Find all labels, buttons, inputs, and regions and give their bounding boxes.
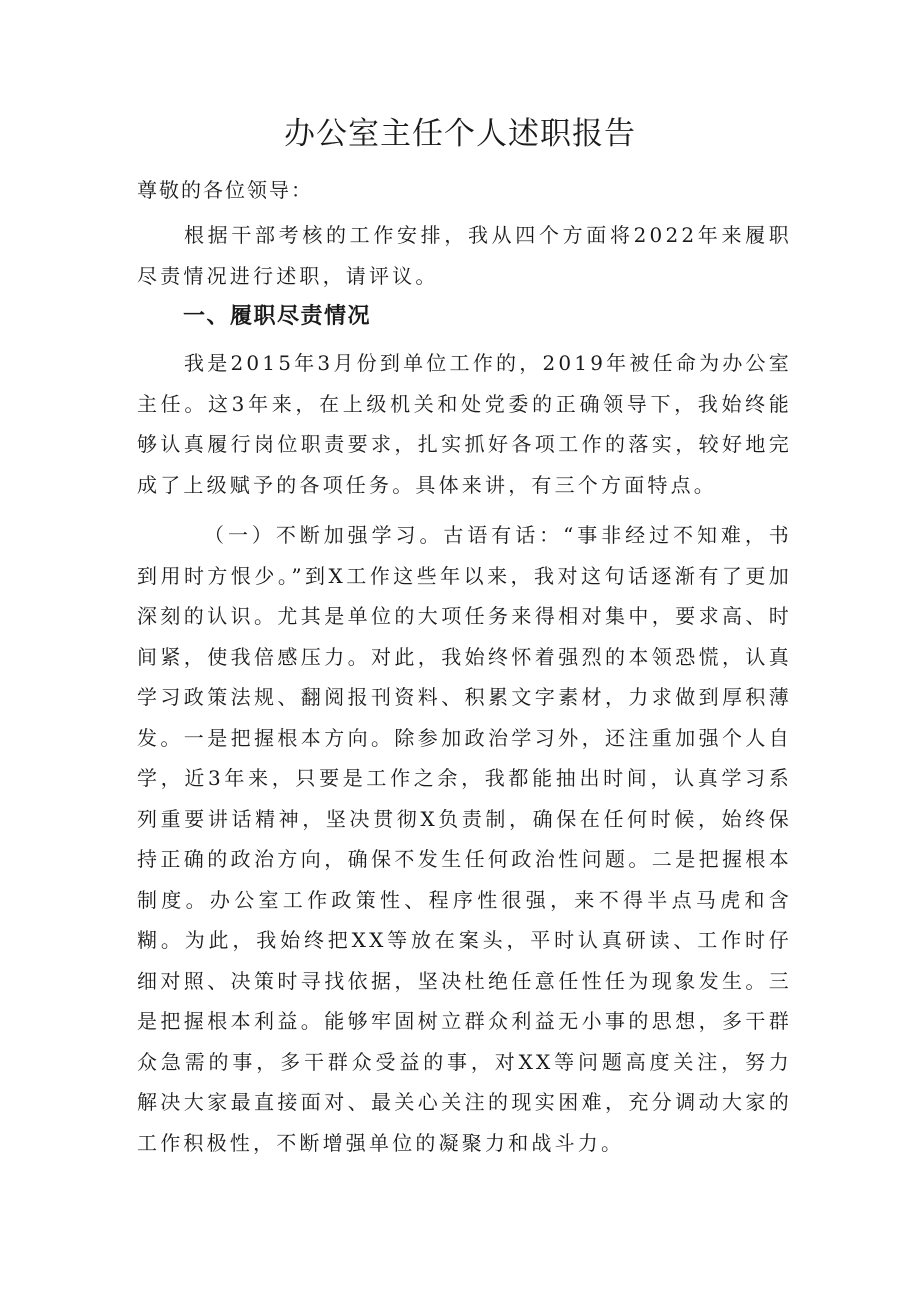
body-paragraph: （一）不断加强学习。古语有话：“事非经过不知难，书到用时方恨少。”到X工作这些年以来，我对这句话逐渐有了更加深刻的认识。尤其是单位的大项任务来得相对集中，要求高、时间紧，使我倍感压力。对此，我始终怀着强烈的本领恐慌，认真学习政策法规、翻阅报刊资料、积累文字素材，力求做到厚积薄发。一是把握根本方向。除参加政治学习外，还注重加强个人自学，近3年来，只要是工作之余，我都能抽出时间，认真学习系列重要讲话精神，坚决贯彻X负责制，确保在任何时候，始终保持正确的政治方向，确保不发生任何政治性问题。二是把握根本制度。办公室工作政策性、程序性很强，来不得半点马虎和含糊。为此，我始终把XX等放在案头，平时认真研读、工作时仔细对照、决策时寻找依据，坚决杜绝任意任性任为现象发生。三是把握根本利益。能够牢固树立群众利益无小事的思想，多干群众急需的事，多干群众受益的事，对XX等问题高度关注，努力解决大家最直接面对、最关心关注的现实困难，充分调动大家的工作积极性，不断增强单位的凝聚力和战斗力。 (137, 523, 792, 1155)
intro-paragraph: 根据干部考核的工作安排，我从四个方面将2022年来履职尽责情况进行述职，请评议。 (137, 223, 792, 288)
body-paragraph: 我是2015年3月份到单位工作的，2019年被任命为办公室主任。这3年来，在上级机关和处党委的正确领导下，我始终能够认真履行岗位职责要求，扎实抓好各项工作的落实，较好地完成了上级赋予的各项任务。具体来讲，有三个方面特点。 (137, 351, 792, 497)
section-heading: 一、履职尽责情况 (183, 304, 372, 329)
document-title: 办公室主任个人述职报告 (284, 116, 636, 152)
salutation: 尊敬的各位领导： (137, 178, 313, 202)
